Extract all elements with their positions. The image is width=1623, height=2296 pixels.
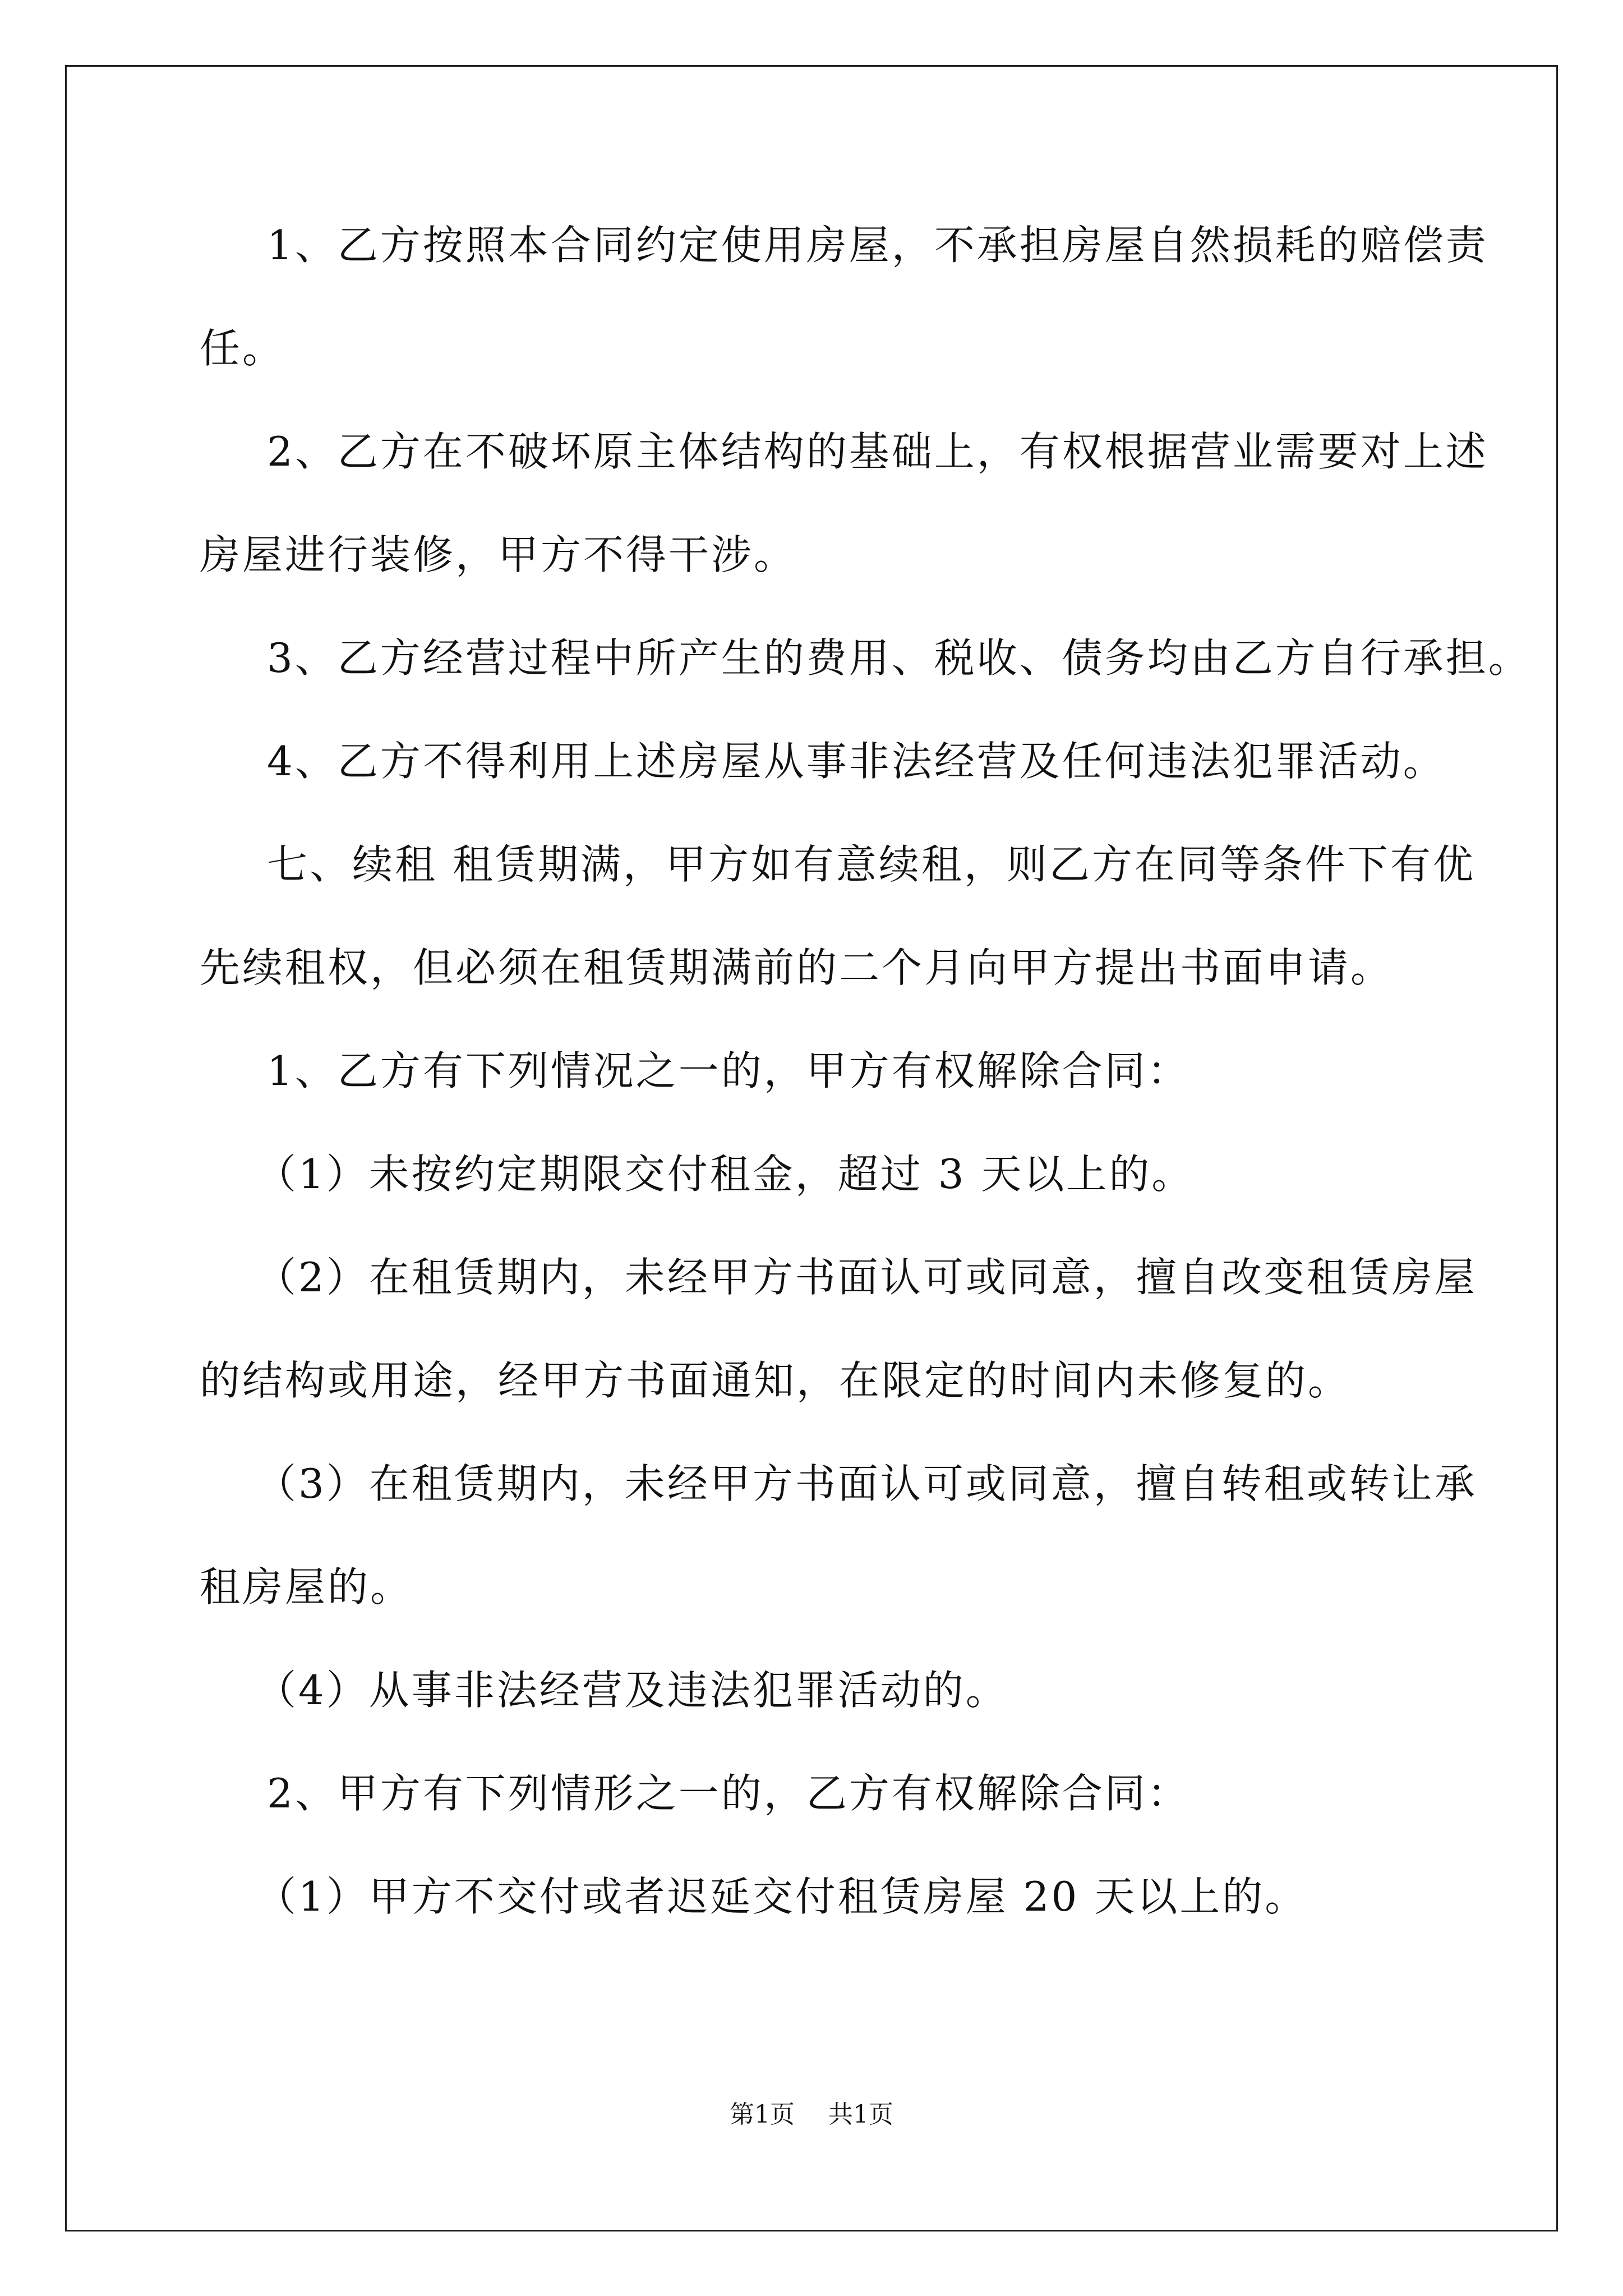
paragraph-line: 2、甲方有下列情形之一的，乙方有权解除合同：: [267, 1770, 1190, 1817]
paragraph-line: 房屋进行装修，甲方不得干涉。: [200, 531, 797, 578]
paragraph-line: （1）甲方不交付或者迟延交付租赁房屋 20 天以上的。: [256, 1873, 1308, 1920]
page-number: 第1页: [730, 2100, 795, 2129]
paragraph-line: （4）从事非法经营及违法犯罪活动的。: [256, 1667, 1008, 1714]
paragraph-line: 任。: [200, 325, 285, 372]
paragraph-line: 3、乙方经营过程中所产生的费用、税收、债务均由乙方自行承担。: [267, 634, 1531, 682]
paragraph-line: （3）在租赁期内，未经甲方书面认可或同意，擅自转租或转让承: [256, 1460, 1477, 1507]
paragraph-line: 先续租权，但必须在租赁期满前的二个月向甲方提出书面申请。: [200, 944, 1394, 991]
total-pages: 共1页: [828, 2100, 893, 2129]
paragraph-line: 4、乙方不得利用上述房屋从事非法经营及任何违法犯罪活动。: [267, 738, 1446, 785]
paragraph-line: 租房屋的。: [200, 1563, 413, 1611]
paragraph-line: （1）未按约定期限交付租金，超过 3 天以上的。: [256, 1151, 1195, 1198]
page-footer: [0, 2099, 1623, 2131]
paragraph-line: （2）在租赁期内，未经甲方书面认可或同意，擅自改变租赁房屋: [256, 1254, 1477, 1301]
paragraph-line: 1、乙方按照本合同约定使用房屋，不承担房屋自然损耗的赔偿责: [267, 222, 1488, 269]
paragraph-line: 的结构或用途，经甲方书面通知，在限定的时间内未修复的。: [200, 1357, 1351, 1404]
paragraph-line: 七、续租 租赁期满，甲方如有意续租，则乙方在同等条件下有优: [267, 841, 1476, 888]
paragraph-line: 2、乙方在不破坏原主体结构的基础上，有权根据营业需要对上述: [267, 428, 1488, 475]
paragraph-line: 1、乙方有下列情况之一的，甲方有权解除合同：: [267, 1047, 1190, 1094]
